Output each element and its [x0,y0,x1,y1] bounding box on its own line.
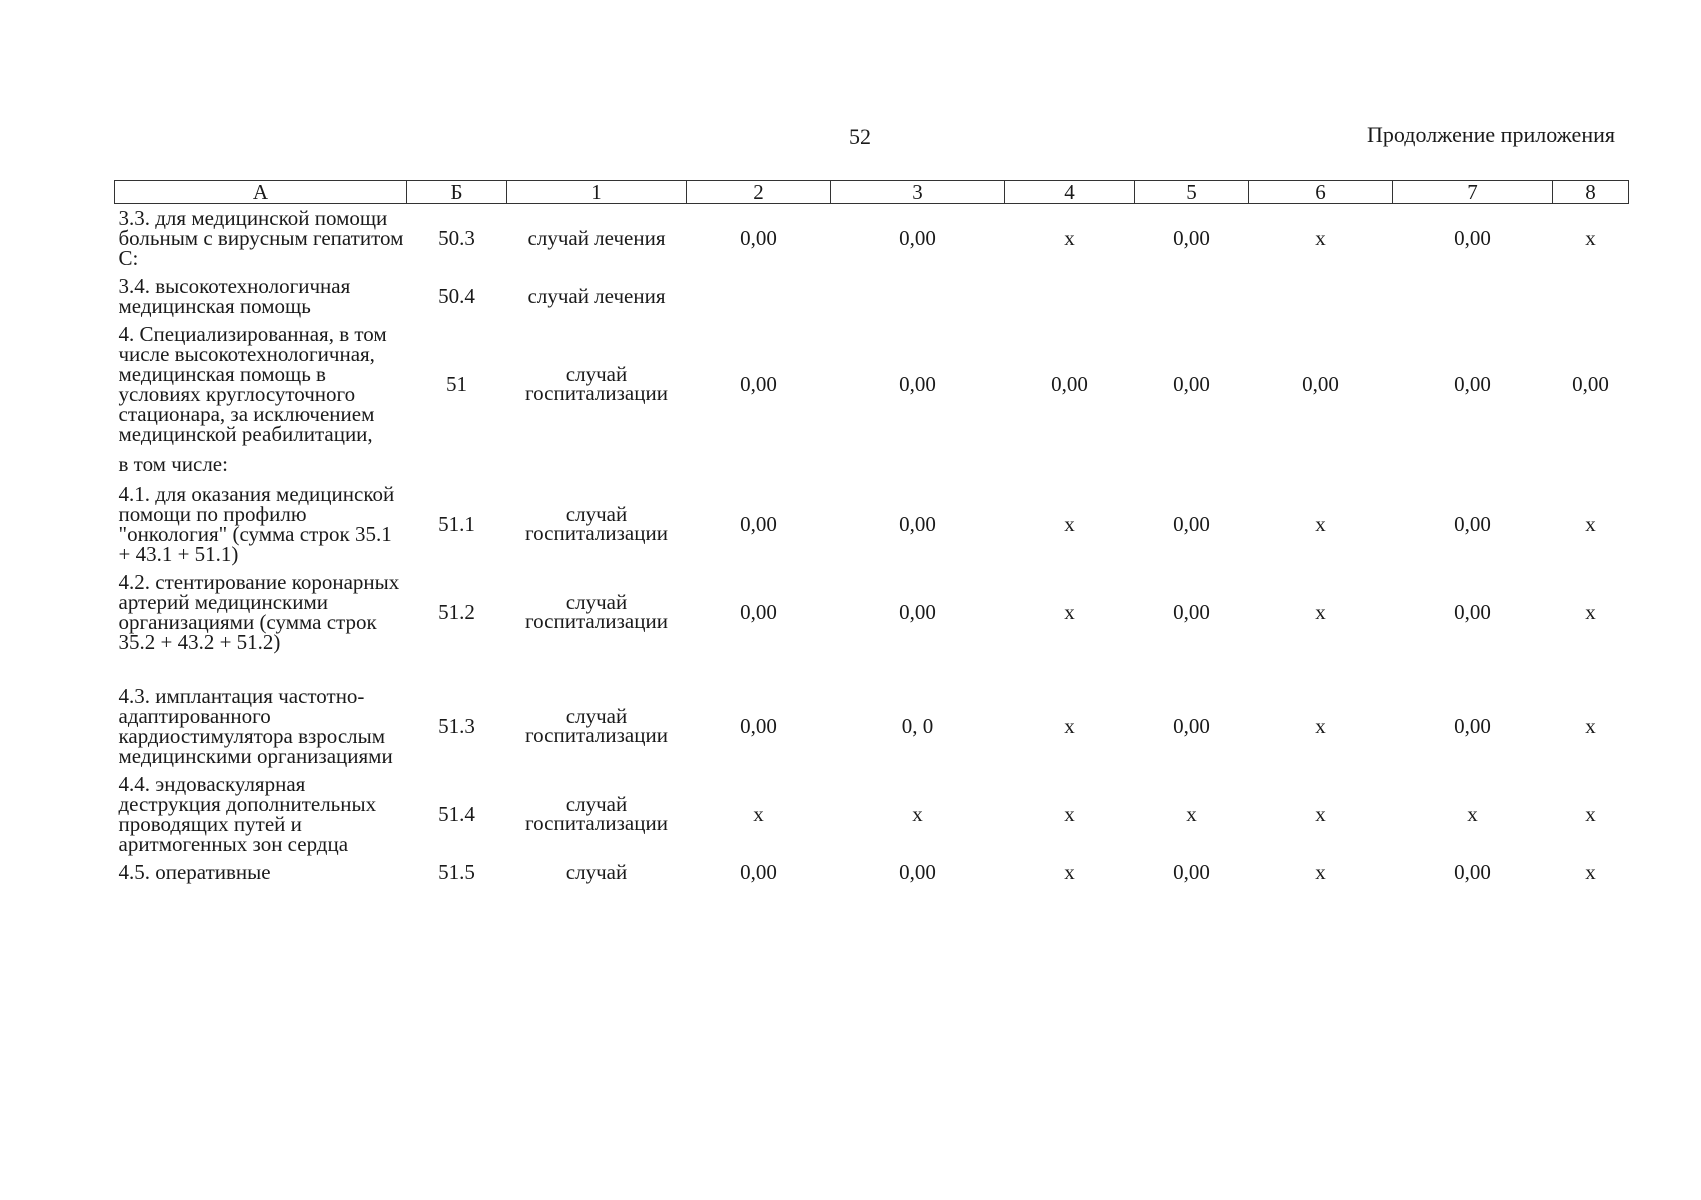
row-label: 4.4. эндоваскулярная деструкция дополнительных проводящих путей и аритмогенных зон сердца [118,772,377,856]
column-header: 7 [1393,181,1553,204]
cell-value: 0,00 [1173,600,1210,624]
cell-value [1393,272,1553,320]
cell-value [831,272,1005,320]
cell-value: 0,00 [740,714,777,738]
cell-value: 0,00 [1454,226,1491,250]
cell-value: 0,00 [740,860,777,884]
cell-value: x [753,802,764,826]
table-row [115,568,1629,656]
cell-value: x [1585,226,1596,250]
row-code: 51.5 [438,860,475,884]
row-code: 51.1 [438,512,475,536]
cell-value: x [1064,860,1075,884]
cell-value: 0,00 [899,372,936,396]
data-table [114,180,1629,886]
row-unit: случай [565,859,628,884]
row-label: 4. Специализированная, в том числе высокотехнологичная, медицинская помощь в условиях круглосуточного стационара, за исключением медицинской реабилитации, [118,322,387,446]
cell-value: 0,00 [1173,512,1210,536]
cell-value [1135,448,1249,480]
row-label: 3.4. высокотехнологичная медицинская помощь [118,274,351,318]
cell-value: 0,00 [899,860,936,884]
row-unit [507,448,687,480]
row-code: 51.4 [438,802,475,826]
cell-value: x [1585,860,1596,884]
cell-value: x [1186,802,1197,826]
cell-value: x [1585,714,1596,738]
table-row [115,656,1629,770]
header-row [115,181,1629,204]
page-number: 52 [849,124,871,149]
row-code: 51 [446,372,467,396]
cell-value: 0,00 [1572,372,1609,396]
cell-value [1249,272,1393,320]
cell-value: x [1585,802,1596,826]
column-header: 6 [1249,181,1393,204]
row-label: 3.3. для медицинской помощи больным с вирусным гепатитом С: [118,206,404,270]
cell-value [1135,272,1249,320]
cell-value: x [1467,802,1478,826]
cell-value: 0,00 [1454,600,1491,624]
cell-value [687,272,831,320]
cell-value: 0,00 [899,600,936,624]
row-code: 51.3 [438,714,475,738]
table-row [115,204,1629,273]
row-label: 4.5. оперативные [118,860,271,884]
cell-value: 0,00 [1051,372,1088,396]
cell-value [687,448,831,480]
cell-value [1005,448,1135,480]
cell-value: x [1315,802,1326,826]
cell-value [831,448,1005,480]
row-label: 4.3. имплантация частотно-адаптированного кардиостимулятора взрослым медицинскими организациями [118,684,393,768]
row-unit: случай госпитализации [525,792,668,835]
cell-value: x [1315,860,1326,884]
cell-value: x [1064,802,1075,826]
cell-value: 0,00 [1454,372,1491,396]
table-row [115,320,1629,448]
table-row [115,770,1629,858]
row-label: в том числе: [118,452,228,476]
cell-value: 0,00 [899,226,936,250]
row-unit: случай госпитализации [525,502,668,545]
cell-value [1249,448,1393,480]
cell-value: 0,00 [740,600,777,624]
cell-value: x [1315,226,1326,250]
row-unit: случай лечения [527,283,666,308]
cell-value: 0,00 [740,226,777,250]
cell-value: x [1064,714,1075,738]
cell-value [1393,448,1553,480]
continuation-label: Продолжение приложения [1367,122,1615,147]
cell-value: 0,00 [1454,860,1491,884]
cell-value: 0,00 [1173,372,1210,396]
column-header: 8 [1553,181,1629,204]
cell-value: 0,00 [1454,512,1491,536]
row-unit: случай госпитализации [525,704,668,747]
table-row [115,480,1629,568]
column-header: Б [407,181,507,204]
cell-value: x [1315,512,1326,536]
row-unit: случай госпитализации [525,362,668,405]
cell-value: 0,00 [899,512,936,536]
cell-value: x [1064,512,1075,536]
cell-value: 0,00 [740,372,777,396]
cell-value: 0, 0 [901,714,934,738]
row-label: 4.1. для оказания медицинской помощи по профилю "онкология" (сумма строк 35.1 + 43.1 + 51.1) [118,482,395,566]
table-row [115,272,1629,320]
cell-value [1553,448,1629,480]
cell-value: 0,00 [1173,714,1210,738]
column-header: 4 [1005,181,1135,204]
row-code: 51.2 [438,600,475,624]
cell-value: x [912,802,923,826]
cell-value: x [1315,600,1326,624]
column-header: 3 [831,181,1005,204]
cell-value: 0,00 [1302,372,1339,396]
cell-value: 0,00 [740,512,777,536]
row-unit: случай госпитализации [525,590,668,633]
cell-value: x [1585,512,1596,536]
row-code: 50.4 [438,284,475,308]
cell-value: x [1585,600,1596,624]
table-row [115,858,1629,886]
cell-value: 0,00 [1454,714,1491,738]
cell-value: 0,00 [1173,860,1210,884]
row-code [407,448,507,480]
row-unit: случай лечения [527,225,666,250]
cell-value [1005,272,1135,320]
column-header: 1 [507,181,687,204]
table-row [115,448,1629,480]
cell-value: x [1064,226,1075,250]
row-code: 50.3 [438,226,475,250]
column-header: А [115,181,407,204]
column-header: 2 [687,181,831,204]
column-header: 5 [1135,181,1249,204]
row-label: 4.2. стентирование коронарных артерий медицинскими организациями (сумма строк 35.2 + 43.2 + 51.2) [118,570,400,654]
cell-value: 0,00 [1173,226,1210,250]
cell-value: x [1064,600,1075,624]
cell-value [1553,272,1629,320]
cell-value: x [1315,714,1326,738]
